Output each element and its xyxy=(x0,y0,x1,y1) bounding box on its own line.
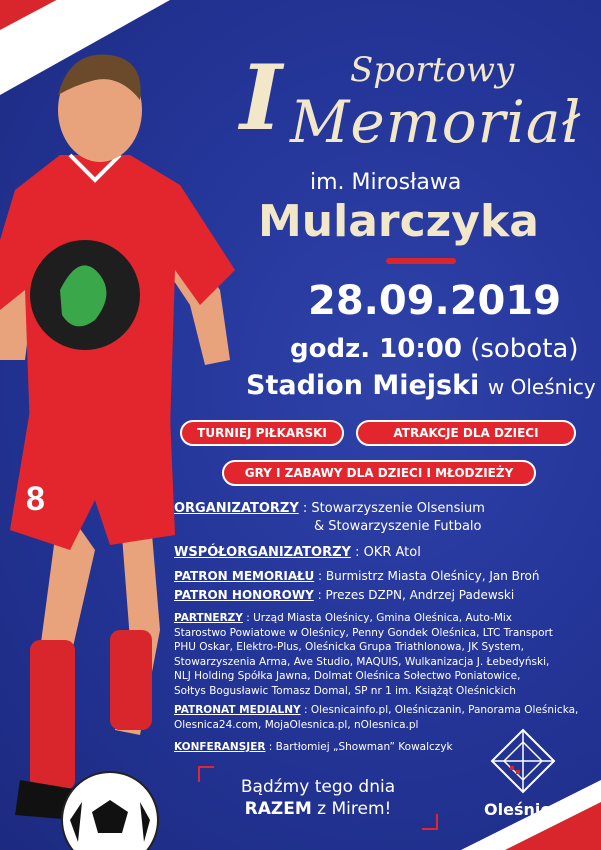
pill-kids-attractions: ATRAKCJE DLA DZIECI xyxy=(356,420,576,446)
partners-line3: PHU Oskar, Elektro-Plus, Oleśnicka Grupa Triathlonowa, JK System, xyxy=(174,641,524,653)
slogan-line1: Bądźmy tego dnia xyxy=(240,777,396,797)
title-word-memorial: Memoriał xyxy=(290,88,582,156)
event-place-stadium: Stadion Miejski xyxy=(246,370,480,401)
organizers-line2: & Stowarzyszenie Futbalo xyxy=(314,519,482,534)
patron-memorial-label: PATRON MEMORIAŁU xyxy=(174,569,315,583)
patron-honor-value: : Prezes DZPN, Andrzej Padewski xyxy=(317,588,515,602)
host-section xyxy=(174,740,453,755)
media-line1: : Olesnicainfo.pl, Oleśniczanin, Panorama Oleśnicka, xyxy=(303,704,579,716)
patron-memorial-section xyxy=(174,567,540,585)
patron-honor-label: PATRON HONOROWY xyxy=(174,588,314,602)
coorganizers-value: : OKR Atol xyxy=(355,545,421,560)
olesnica-logo-text: Oleśnica xyxy=(484,800,561,819)
title-word-sportowy: Sportowy xyxy=(350,50,515,90)
event-time-day: (sobota) xyxy=(470,334,579,364)
media-label: PATRONAT MEDIALNY xyxy=(174,704,301,716)
partners-line6: Sołtys Bogusławic Tomasz Domal, SP nr 1 im. Książąt Oleśnickich xyxy=(174,684,516,697)
title-im: im. Mirosława xyxy=(310,170,462,195)
event-time xyxy=(290,334,578,364)
coorganizers-label: WSPÓŁORGANIZATORZY xyxy=(174,545,351,560)
event-time-hour: godz. 10:00 xyxy=(290,334,462,364)
patron-honor-section xyxy=(174,586,514,604)
partners-line5: NLJ Holding Spółka Jawna, Dolmat Oleśnica Sołectwo Poniatowice, xyxy=(174,670,521,682)
event-place-city: w Oleśnicy xyxy=(487,375,596,399)
partners-line1: : Urząd Miasta Oleśnicy, Gmina Oleśnica, Auto-Mix xyxy=(246,612,513,624)
event-date: 28.09.2019 xyxy=(308,278,562,324)
title-surname: Mularczyka xyxy=(258,196,539,247)
partners-label: PARTNERZY xyxy=(174,612,243,624)
organizers-line1: : Stowarzyszenie Olsensium xyxy=(302,501,485,516)
slogan xyxy=(200,776,436,820)
jersey-number: 8 xyxy=(26,480,45,518)
pill-tournament: TURNIEJ PIŁKARSKI xyxy=(180,420,344,446)
slogan-rest: z Mirem! xyxy=(311,799,392,819)
patron-memorial-value: : Burmistrz Miasta Oleśnicy, Jan Broń xyxy=(318,569,540,583)
olesnica-logo-icon xyxy=(490,728,556,794)
partners-section xyxy=(174,611,553,698)
partners-line4: Stowarzyszenia Arma, Ave Studio, MAQUIS, Wulkanizacja J. Łebedyński, xyxy=(174,655,550,668)
event-place xyxy=(246,370,596,401)
media-line2: Olesnica24.com, MojaOlesnica.pl, nOlesnica.pl xyxy=(174,718,419,731)
organizers-section xyxy=(174,500,485,518)
title-underline xyxy=(386,258,456,264)
host-label: KONFERANSJER xyxy=(174,741,266,753)
coorganizers-section xyxy=(174,544,421,562)
edition-numeral: I xyxy=(240,45,283,151)
organizers-label: ORGANIZATORZY xyxy=(174,501,299,516)
slogan-line2 xyxy=(200,798,436,820)
host-value: : Bartłomiej „Showman” Kowalczyk xyxy=(268,741,453,753)
pill-games: GRY I ZABAWY DLA DZIECI I MŁODZIEŻY xyxy=(222,460,536,486)
partners-line2: Starostwo Powiatowe w Oleśnicy, Penny Gondek Oleśnica, LTC Transport xyxy=(174,626,553,639)
slogan-razem: RAZEM xyxy=(244,799,312,819)
